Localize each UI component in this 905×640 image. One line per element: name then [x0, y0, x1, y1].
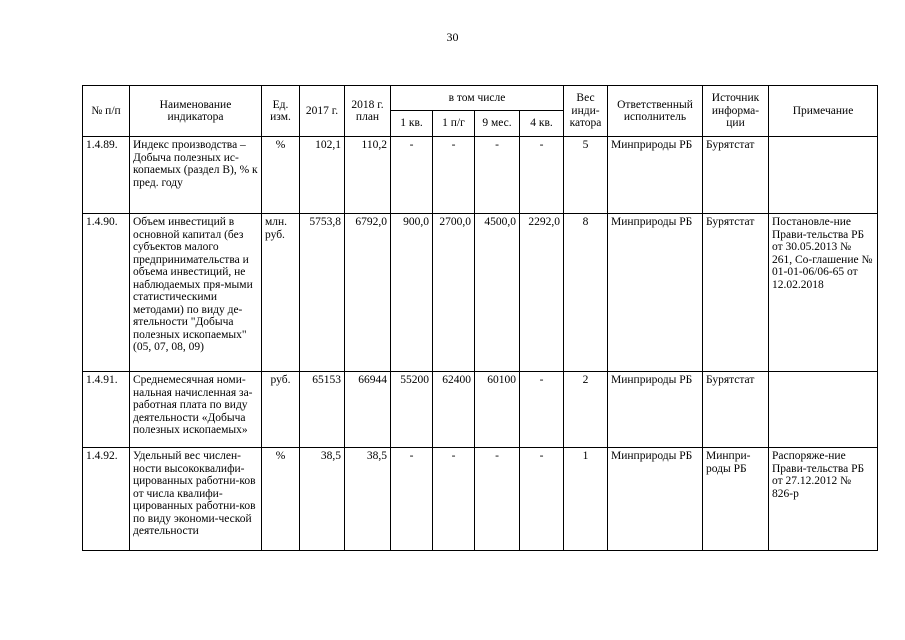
- row-name: Удельный вес числен-ности высококвалифи-цированных работни-ков от числа квалифи-цированных работни-ков по виду экономи-ческой деятельности: [130, 448, 262, 551]
- row-9m: -: [475, 137, 520, 214]
- row-q4: 2292,0: [520, 214, 564, 372]
- row-h1: -: [433, 448, 475, 551]
- header-2017: 2017 г.: [300, 86, 345, 137]
- row-num: 1.4.90.: [83, 214, 130, 372]
- header-q4: 4 кв.: [520, 111, 564, 137]
- row-2017: 38,5: [300, 448, 345, 551]
- row-weight: 8: [564, 214, 608, 372]
- row-9m: 4500,0: [475, 214, 520, 372]
- row-responsible: Минприроды РБ: [608, 214, 703, 372]
- row-2018: 6792,0: [345, 214, 391, 372]
- row-2017: 102,1: [300, 137, 345, 214]
- row-q1: 55200: [391, 372, 433, 448]
- row-note: [769, 137, 878, 214]
- row-num: 1.4.89.: [83, 137, 130, 214]
- row-h1: -: [433, 137, 475, 214]
- row-name: Среднемесячная номи-нальная начисленная за-работная плата по виду деятельности «Добыча полезных ископаемых»: [130, 372, 262, 448]
- row-q1: -: [391, 137, 433, 214]
- header-note: Примечание: [769, 86, 878, 137]
- row-2018: 66944: [345, 372, 391, 448]
- row-q1: -: [391, 448, 433, 551]
- row-num: 1.4.91.: [83, 372, 130, 448]
- header-responsible: Ответственный исполнитель: [608, 86, 703, 137]
- header-2018-plan: 2018 г. план: [345, 86, 391, 137]
- table-row: [83, 448, 878, 551]
- row-q1: 900,0: [391, 214, 433, 372]
- row-responsible: Минприроды РБ: [608, 137, 703, 214]
- row-num: 1.4.92.: [83, 448, 130, 551]
- row-unit: млн. руб.: [262, 214, 300, 372]
- row-2017: 5753,8: [300, 214, 345, 372]
- header-weight: Вес инди-катора: [564, 86, 608, 137]
- row-q4: -: [520, 137, 564, 214]
- indicators-table: [82, 85, 878, 551]
- row-responsible: Минприроды РБ: [608, 448, 703, 551]
- row-source: Бурятстат: [703, 137, 769, 214]
- row-note: Постановле-ние Прави-тельства РБ от 30.05.2013 № 261, Со-глашение № 01-01-06/06-65 от 12.02.2018: [769, 214, 878, 372]
- row-h1: 62400: [433, 372, 475, 448]
- row-unit: %: [262, 137, 300, 214]
- row-2017: 65153: [300, 372, 345, 448]
- header-9m: 9 мес.: [475, 111, 520, 137]
- table-row: [83, 372, 878, 448]
- row-source: Минпри-роды РБ: [703, 448, 769, 551]
- header-source: Источник информа-ции: [703, 86, 769, 137]
- row-responsible: Минприроды РБ: [608, 372, 703, 448]
- page-number: 30: [446, 30, 459, 44]
- table-row: [83, 214, 878, 372]
- row-source: Бурятстат: [703, 372, 769, 448]
- header-q1: 1 кв.: [391, 111, 433, 137]
- row-9m: 60100: [475, 372, 520, 448]
- row-note: [769, 372, 878, 448]
- row-unit: %: [262, 448, 300, 551]
- row-name: Объем инвестиций в основной капитал (без субъектов малого предпринимательства и объема инвестиций, не наблюдаемых пря-мыми статистическими методами) по виду де-ятельности "Добыча полезных ископаемых" (05, 07, 08, 09): [130, 214, 262, 372]
- table-row: [83, 137, 878, 214]
- row-weight: 1: [564, 448, 608, 551]
- row-note: Распоряже-ние Прави-тельства РБ от 27.12.2012 № 826-р: [769, 448, 878, 551]
- header-including: в том числе: [391, 86, 564, 111]
- row-h1: 2700,0: [433, 214, 475, 372]
- row-9m: -: [475, 448, 520, 551]
- row-weight: 5: [564, 137, 608, 214]
- header-name: Наименование индикатора: [130, 86, 262, 137]
- row-weight: 2: [564, 372, 608, 448]
- row-q4: -: [520, 372, 564, 448]
- header-num: № п/п: [83, 86, 130, 137]
- header-unit: Ед. изм.: [262, 86, 300, 137]
- row-source: Бурятстат: [703, 214, 769, 372]
- row-q4: -: [520, 448, 564, 551]
- header-h1: 1 п/г: [433, 111, 475, 137]
- row-2018: 110,2: [345, 137, 391, 214]
- row-2018: 38,5: [345, 448, 391, 551]
- row-unit: руб.: [262, 372, 300, 448]
- row-name: Индекс производства – Добыча полезных ис-копаемых (раздел В), % к пред. году: [130, 137, 262, 214]
